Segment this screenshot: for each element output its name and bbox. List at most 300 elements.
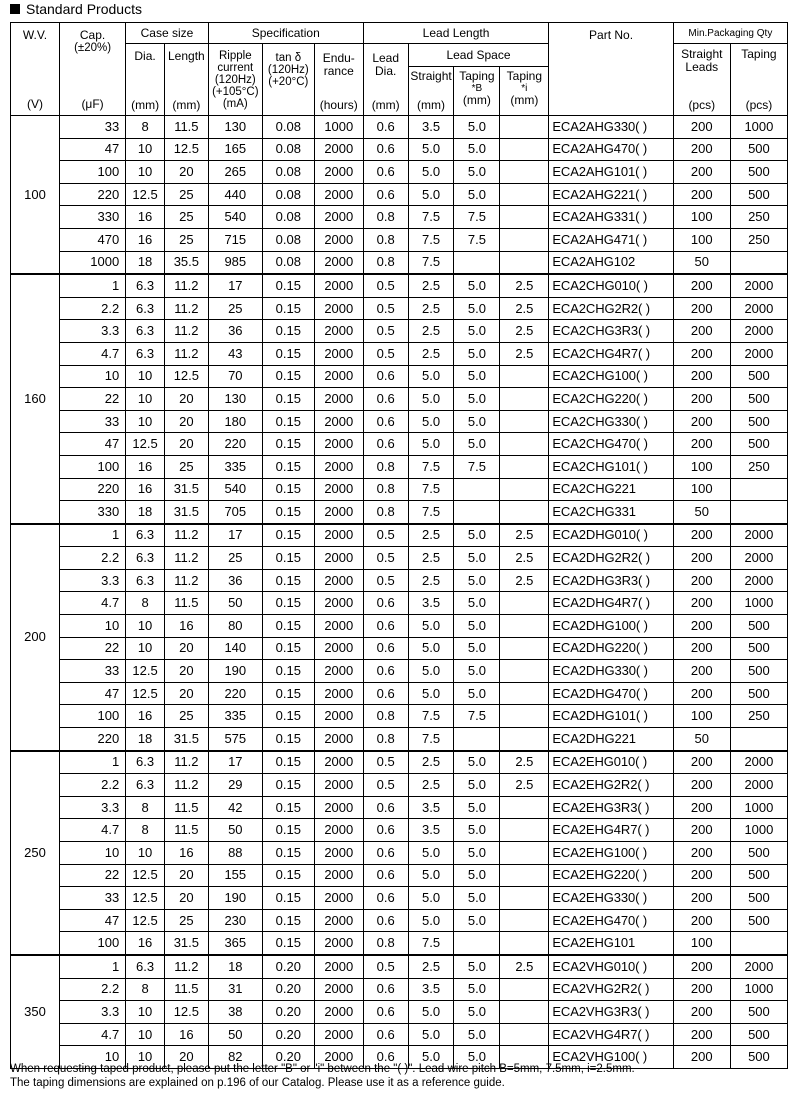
endurance-cell: 2000 <box>314 932 363 955</box>
straight-leads-qty-cell: 200 <box>673 660 730 683</box>
part-no-cell: ECA2DHG4R7( ) <box>549 592 673 615</box>
taping-qty-cell: 500 <box>730 388 787 411</box>
dia-cell: 16 <box>126 478 165 501</box>
ripple-cell: 540 <box>208 206 262 229</box>
wv-cell: 160 <box>11 274 60 524</box>
part-no-cell: ECA2AHG471( ) <box>549 228 673 251</box>
taping-b-cell <box>454 478 500 501</box>
length-cell: 11.2 <box>164 342 208 365</box>
header-cap: Cap. (±20%) (μF) <box>59 23 125 116</box>
dia-cell: 12.5 <box>126 682 165 705</box>
part-no-cell: ECA2AHG331( ) <box>549 206 673 229</box>
straight-cell: 5.0 <box>408 433 454 456</box>
length-cell: 35.5 <box>164 251 208 274</box>
table-row <box>11 569 788 592</box>
table-row <box>11 819 788 842</box>
tan-delta-cell: 0.15 <box>262 297 314 320</box>
straight-leads-qty-cell: 100 <box>673 206 730 229</box>
taping-i-cell <box>500 864 549 887</box>
length-cell: 11.2 <box>164 569 208 592</box>
part-no-cell: ECA2EHG220( ) <box>549 864 673 887</box>
length-cell: 25 <box>164 909 208 932</box>
footer-note <box>10 1062 800 1090</box>
lead-dia-cell: 0.6 <box>363 116 408 139</box>
taping-b-cell: 5.0 <box>454 774 500 797</box>
straight-cell: 2.5 <box>408 751 454 774</box>
taping-b-cell: 5.0 <box>454 1046 500 1069</box>
tan-delta-cell: 0.15 <box>262 365 314 388</box>
tan-delta-cell: 0.20 <box>262 1001 314 1024</box>
taping-qty-cell: 500 <box>730 615 787 638</box>
length-cell: 31.5 <box>164 728 208 751</box>
length-cell: 25 <box>164 206 208 229</box>
length-cell: 20 <box>164 1046 208 1069</box>
taping-qty-cell: 1000 <box>730 116 787 139</box>
header-straight-leads: Straight Leads (pcs) <box>673 44 730 116</box>
cap-cell: 220 <box>59 183 125 206</box>
wv-cell: 350 <box>11 955 60 1068</box>
length-cell: 11.5 <box>164 592 208 615</box>
header-lead-space: Lead Space <box>408 44 549 67</box>
tan-delta-cell: 0.15 <box>262 524 314 547</box>
part-no-cell: ECA2DHG220( ) <box>549 637 673 660</box>
table-row <box>11 932 788 955</box>
taping-i-cell <box>500 501 549 524</box>
length-cell: 20 <box>164 410 208 433</box>
table-row <box>11 751 788 774</box>
straight-leads-qty-cell: 200 <box>673 751 730 774</box>
cap-cell: 2.2 <box>59 774 125 797</box>
taping-qty-cell: 500 <box>730 637 787 660</box>
endurance-cell: 2000 <box>314 524 363 547</box>
ripple-cell: 575 <box>208 728 262 751</box>
header-specification: Specification <box>208 23 363 44</box>
length-cell: 20 <box>164 864 208 887</box>
taping-qty-cell: 2000 <box>730 297 787 320</box>
straight-leads-qty-cell: 200 <box>673 864 730 887</box>
tan-delta-cell: 0.08 <box>262 116 314 139</box>
taping-qty-cell: 250 <box>730 206 787 229</box>
taping-qty-cell: 500 <box>730 864 787 887</box>
table-row <box>11 251 788 274</box>
lead-dia-cell: 0.6 <box>363 615 408 638</box>
part-no-cell: ECA2CHG221 <box>549 478 673 501</box>
straight-cell: 5.0 <box>408 388 454 411</box>
dia-cell: 6.3 <box>126 774 165 797</box>
part-no-cell: ECA2CHG4R7( ) <box>549 342 673 365</box>
taping-i-cell <box>500 728 549 751</box>
cap-cell: 3.3 <box>59 569 125 592</box>
taping-qty-cell: 250 <box>730 705 787 728</box>
taping-i-cell: 2.5 <box>500 569 549 592</box>
length-cell: 20 <box>164 388 208 411</box>
tan-delta-cell: 0.15 <box>262 887 314 910</box>
taping-qty-cell <box>730 478 787 501</box>
taping-b-cell: 5.0 <box>454 547 500 570</box>
table-row <box>11 365 788 388</box>
cap-cell: 22 <box>59 388 125 411</box>
endurance-cell: 2000 <box>314 705 363 728</box>
straight-leads-qty-cell: 100 <box>673 478 730 501</box>
straight-leads-qty-cell: 200 <box>673 410 730 433</box>
tan-delta-cell: 0.08 <box>262 251 314 274</box>
ripple-cell: 335 <box>208 455 262 478</box>
ripple-cell: 82 <box>208 1046 262 1069</box>
part-no-cell: ECA2EHG010( ) <box>549 751 673 774</box>
cap-cell: 4.7 <box>59 819 125 842</box>
lead-dia-cell: 0.6 <box>363 410 408 433</box>
taping-i-cell: 2.5 <box>500 297 549 320</box>
part-no-cell: ECA2CHG3R3( ) <box>549 320 673 343</box>
ripple-cell: 130 <box>208 116 262 139</box>
endurance-cell: 2000 <box>314 455 363 478</box>
length-cell: 31.5 <box>164 932 208 955</box>
lead-dia-cell: 0.8 <box>363 501 408 524</box>
straight-leads-qty-cell: 200 <box>673 342 730 365</box>
dia-cell: 12.5 <box>126 864 165 887</box>
taping-b-cell: 5.0 <box>454 637 500 660</box>
endurance-cell: 2000 <box>314 228 363 251</box>
taping-b-cell: 5.0 <box>454 615 500 638</box>
straight-leads-qty-cell: 50 <box>673 251 730 274</box>
taping-qty-cell: 500 <box>730 842 787 865</box>
taping-b-cell: 5.0 <box>454 116 500 139</box>
straight-leads-qty-cell: 100 <box>673 455 730 478</box>
straight-cell: 5.0 <box>408 410 454 433</box>
lead-dia-cell: 0.6 <box>363 887 408 910</box>
taping-i-cell <box>500 1023 549 1046</box>
standard-products-table <box>10 22 788 1069</box>
tan-delta-cell: 0.15 <box>262 547 314 570</box>
part-no-cell: ECA2DHG2R2( ) <box>549 547 673 570</box>
tan-delta-cell: 0.15 <box>262 342 314 365</box>
taping-i-cell <box>500 410 549 433</box>
ripple-cell: 36 <box>208 569 262 592</box>
taping-qty-cell: 2000 <box>730 274 787 297</box>
lead-dia-cell: 0.8 <box>363 478 408 501</box>
lead-dia-cell: 0.6 <box>363 864 408 887</box>
lead-dia-cell: 0.5 <box>363 751 408 774</box>
straight-leads-qty-cell: 200 <box>673 365 730 388</box>
endurance-cell: 2000 <box>314 138 363 161</box>
dia-cell: 16 <box>126 455 165 478</box>
straight-cell: 2.5 <box>408 297 454 320</box>
ripple-cell: 155 <box>208 864 262 887</box>
dia-cell: 6.3 <box>126 274 165 297</box>
endurance-cell: 2000 <box>314 660 363 683</box>
tan-delta-cell: 0.15 <box>262 864 314 887</box>
taping-b-cell: 5.0 <box>454 592 500 615</box>
straight-cell: 3.5 <box>408 796 454 819</box>
tan-delta-cell: 0.15 <box>262 637 314 660</box>
length-cell: 11.5 <box>164 978 208 1001</box>
taping-b-cell: 5.0 <box>454 342 500 365</box>
straight-cell: 7.5 <box>408 478 454 501</box>
table-row <box>11 524 788 547</box>
endurance-cell: 2000 <box>314 251 363 274</box>
taping-b-cell: 5.0 <box>454 842 500 865</box>
straight-cell: 7.5 <box>408 206 454 229</box>
ripple-cell: 180 <box>208 410 262 433</box>
endurance-cell: 2000 <box>314 410 363 433</box>
table-row <box>11 433 788 456</box>
header-length: Length (mm) <box>164 44 208 116</box>
dia-cell: 18 <box>126 251 165 274</box>
taping-i-cell <box>500 388 549 411</box>
lead-dia-cell: 0.5 <box>363 774 408 797</box>
endurance-cell: 2000 <box>314 637 363 660</box>
taping-qty-cell: 2000 <box>730 751 787 774</box>
length-cell: 20 <box>164 637 208 660</box>
taping-qty-cell: 1000 <box>730 819 787 842</box>
straight-leads-qty-cell: 200 <box>673 547 730 570</box>
lead-dia-cell: 0.6 <box>363 1001 408 1024</box>
part-no-cell: ECA2VHG010( ) <box>549 955 673 978</box>
cap-cell: 4.7 <box>59 592 125 615</box>
straight-leads-qty-cell: 200 <box>673 274 730 297</box>
cap-cell: 3.3 <box>59 796 125 819</box>
dia-cell: 10 <box>126 161 165 184</box>
straight-leads-qty-cell: 200 <box>673 388 730 411</box>
length-cell: 11.5 <box>164 796 208 819</box>
taping-i-cell <box>500 138 549 161</box>
endurance-cell: 2000 <box>314 909 363 932</box>
length-cell: 31.5 <box>164 478 208 501</box>
length-cell: 25 <box>164 705 208 728</box>
taping-qty-cell: 500 <box>730 1001 787 1024</box>
part-no-cell: ECA2AHG221( ) <box>549 183 673 206</box>
ripple-cell: 17 <box>208 274 262 297</box>
table-row <box>11 660 788 683</box>
straight-cell: 5.0 <box>408 161 454 184</box>
ripple-cell: 140 <box>208 637 262 660</box>
straight-leads-qty-cell: 200 <box>673 183 730 206</box>
lead-dia-cell: 0.5 <box>363 297 408 320</box>
part-no-cell: ECA2EHG330( ) <box>549 887 673 910</box>
straight-cell: 2.5 <box>408 524 454 547</box>
straight-leads-qty-cell: 200 <box>673 161 730 184</box>
dia-cell: 6.3 <box>126 297 165 320</box>
table-row <box>11 228 788 251</box>
part-no-cell: ECA2DHG3R3( ) <box>549 569 673 592</box>
straight-leads-qty-cell: 200 <box>673 615 730 638</box>
cap-cell: 10 <box>59 842 125 865</box>
straight-cell: 2.5 <box>408 274 454 297</box>
taping-b-cell: 5.0 <box>454 365 500 388</box>
cap-cell: 2.2 <box>59 978 125 1001</box>
straight-cell: 2.5 <box>408 342 454 365</box>
dia-cell: 8 <box>126 796 165 819</box>
table-row <box>11 342 788 365</box>
straight-leads-qty-cell: 200 <box>673 978 730 1001</box>
taping-i-cell <box>500 116 549 139</box>
tan-delta-cell: 0.15 <box>262 932 314 955</box>
lead-dia-cell: 0.5 <box>363 569 408 592</box>
part-no-cell: ECA2EHG3R3( ) <box>549 796 673 819</box>
endurance-cell: 2000 <box>314 501 363 524</box>
endurance-cell: 2000 <box>314 342 363 365</box>
table-row <box>11 501 788 524</box>
part-no-cell: ECA2CHG220( ) <box>549 388 673 411</box>
lead-dia-cell: 0.6 <box>363 1046 408 1069</box>
ripple-cell: 130 <box>208 388 262 411</box>
table-row <box>11 728 788 751</box>
taping-b-cell: 5.0 <box>454 864 500 887</box>
tan-delta-cell: 0.08 <box>262 183 314 206</box>
dia-cell: 10 <box>126 1046 165 1069</box>
cap-cell: 10 <box>59 1046 125 1069</box>
taping-b-cell <box>454 251 500 274</box>
part-no-cell: ECA2CHG2R2( ) <box>549 297 673 320</box>
taping-i-cell: 2.5 <box>500 524 549 547</box>
dia-cell: 12.5 <box>126 183 165 206</box>
ripple-cell: 715 <box>208 228 262 251</box>
cap-cell: 47 <box>59 138 125 161</box>
length-cell: 11.2 <box>164 774 208 797</box>
lead-dia-cell: 0.6 <box>363 592 408 615</box>
table-row <box>11 161 788 184</box>
table-row <box>11 547 788 570</box>
table-row <box>11 705 788 728</box>
cap-cell: 3.3 <box>59 1001 125 1024</box>
dia-cell: 6.3 <box>126 569 165 592</box>
length-cell: 11.2 <box>164 524 208 547</box>
header-min-packaging: Min.Packaging Qty <box>673 23 787 44</box>
lead-dia-cell: 0.6 <box>363 183 408 206</box>
tan-delta-cell: 0.15 <box>262 320 314 343</box>
straight-cell: 5.0 <box>408 615 454 638</box>
table-row <box>11 388 788 411</box>
lead-dia-cell: 0.6 <box>363 433 408 456</box>
dia-cell: 18 <box>126 728 165 751</box>
straight-cell: 7.5 <box>408 228 454 251</box>
tan-delta-cell: 0.15 <box>262 660 314 683</box>
taping-i-cell <box>500 1001 549 1024</box>
taping-b-cell <box>454 728 500 751</box>
taping-i-cell <box>500 705 549 728</box>
tan-delta-cell: 0.15 <box>262 842 314 865</box>
tan-delta-cell: 0.20 <box>262 955 314 978</box>
taping-qty-cell: 500 <box>730 433 787 456</box>
part-no-cell: ECA2DHG010( ) <box>549 524 673 547</box>
wv-cell: 100 <box>11 116 60 275</box>
lead-dia-cell: 0.6 <box>363 682 408 705</box>
taping-qty-cell <box>730 501 787 524</box>
ripple-cell: 31 <box>208 978 262 1001</box>
header-endurance: Endu- rance (hours) <box>314 44 363 116</box>
cap-cell: 4.7 <box>59 1023 125 1046</box>
part-no-cell: ECA2DHG101( ) <box>549 705 673 728</box>
part-no-cell: ECA2VHG4R7( ) <box>549 1023 673 1046</box>
table-row <box>11 1023 788 1046</box>
tan-delta-cell: 0.15 <box>262 478 314 501</box>
straight-leads-qty-cell: 200 <box>673 1001 730 1024</box>
endurance-cell: 2000 <box>314 864 363 887</box>
cap-cell: 22 <box>59 637 125 660</box>
straight-cell: 3.5 <box>408 116 454 139</box>
endurance-cell: 2000 <box>314 388 363 411</box>
taping-i-cell <box>500 228 549 251</box>
taping-b-cell <box>454 932 500 955</box>
bullet-square-icon <box>10 4 20 14</box>
ripple-cell: 38 <box>208 1001 262 1024</box>
taping-i-cell: 2.5 <box>500 751 549 774</box>
straight-leads-qty-cell: 200 <box>673 887 730 910</box>
taping-qty-cell: 1000 <box>730 592 787 615</box>
dia-cell: 16 <box>126 932 165 955</box>
endurance-cell: 2000 <box>314 978 363 1001</box>
length-cell: 25 <box>164 455 208 478</box>
straight-leads-qty-cell: 200 <box>673 1046 730 1069</box>
lead-dia-cell: 0.5 <box>363 274 408 297</box>
ripple-cell: 220 <box>208 682 262 705</box>
straight-leads-qty-cell: 200 <box>673 682 730 705</box>
header-lead-length: Lead Length <box>363 23 549 44</box>
cap-cell: 2.2 <box>59 547 125 570</box>
straight-leads-qty-cell: 200 <box>673 796 730 819</box>
dia-cell: 10 <box>126 842 165 865</box>
part-no-cell: ECA2AHG470( ) <box>549 138 673 161</box>
taping-b-cell: 5.0 <box>454 410 500 433</box>
length-cell: 11.2 <box>164 751 208 774</box>
cap-cell: 2.2 <box>59 297 125 320</box>
straight-leads-qty-cell: 200 <box>673 955 730 978</box>
part-no-cell: ECA2VHG3R3( ) <box>549 1001 673 1024</box>
straight-cell: 5.0 <box>408 1023 454 1046</box>
lead-dia-cell: 0.6 <box>363 978 408 1001</box>
cap-cell: 47 <box>59 433 125 456</box>
part-no-cell: ECA2CHG101( ) <box>549 455 673 478</box>
tan-delta-cell: 0.15 <box>262 819 314 842</box>
taping-b-cell: 5.0 <box>454 320 500 343</box>
endurance-cell: 2000 <box>314 320 363 343</box>
part-no-cell: ECA2CHG331 <box>549 501 673 524</box>
ripple-cell: 42 <box>208 796 262 819</box>
endurance-cell: 2000 <box>314 297 363 320</box>
dia-cell: 6.3 <box>126 342 165 365</box>
straight-cell: 5.0 <box>408 1001 454 1024</box>
straight-leads-qty-cell: 200 <box>673 524 730 547</box>
dia-cell: 10 <box>126 1023 165 1046</box>
ripple-cell: 230 <box>208 909 262 932</box>
part-no-cell: ECA2CHG330( ) <box>549 410 673 433</box>
length-cell: 11.2 <box>164 320 208 343</box>
taping-i-cell: 2.5 <box>500 774 549 797</box>
cap-cell: 1 <box>59 955 125 978</box>
taping-qty-cell: 500 <box>730 138 787 161</box>
part-no-cell: ECA2CHG470( ) <box>549 433 673 456</box>
endurance-cell: 2000 <box>314 751 363 774</box>
ripple-cell: 17 <box>208 751 262 774</box>
cap-cell: 10 <box>59 615 125 638</box>
taping-b-cell: 5.0 <box>454 138 500 161</box>
dia-cell: 6.3 <box>126 320 165 343</box>
header-dia: Dia. (mm) <box>126 44 165 116</box>
endurance-cell: 2000 <box>314 206 363 229</box>
tan-delta-cell: 0.15 <box>262 433 314 456</box>
taping-qty-cell <box>730 728 787 751</box>
dia-cell: 6.3 <box>126 524 165 547</box>
header-straight: Straight (mm) <box>408 67 454 116</box>
cap-cell: 1 <box>59 751 125 774</box>
cap-cell: 33 <box>59 116 125 139</box>
endurance-cell: 2000 <box>314 161 363 184</box>
straight-cell: 2.5 <box>408 569 454 592</box>
taping-i-cell <box>500 819 549 842</box>
endurance-cell: 2000 <box>314 887 363 910</box>
dia-cell: 16 <box>126 206 165 229</box>
endurance-cell: 2000 <box>314 183 363 206</box>
